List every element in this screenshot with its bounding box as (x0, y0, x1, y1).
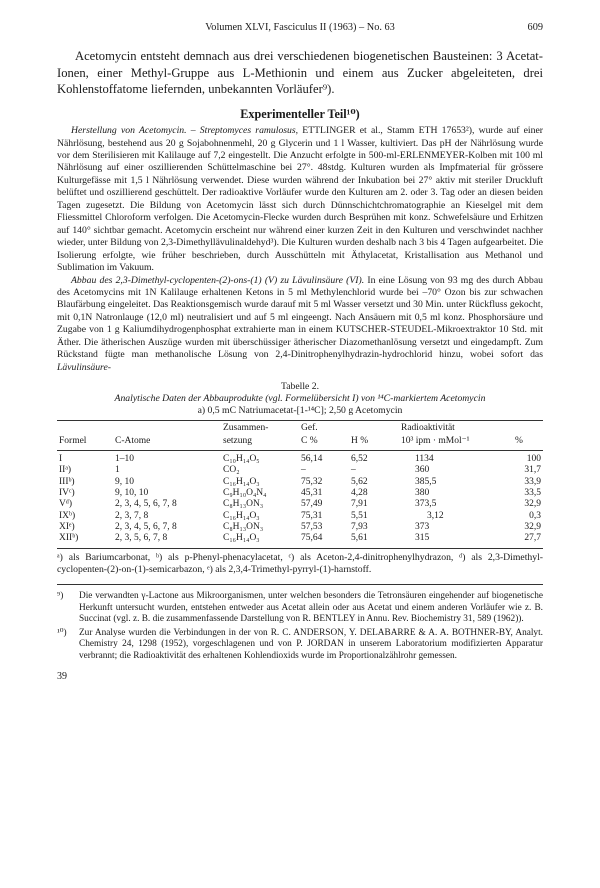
running-head (57, 22, 543, 38)
cell-gef-h: 6,52 (351, 454, 368, 465)
paragraph-herstellung (57, 125, 543, 274)
cell-zusammensetzung: C₁₀H₁₄O₅ (223, 454, 260, 465)
col-zusammen-2: setzung (221, 435, 299, 451)
cell-gef-c: 57,49 (301, 499, 323, 510)
intro-paragraph: Acetomycin entsteht demnach aus drei verschiedenen biogenetischen Bausteinen: 3 Acetat-Ionen, einer Methyl-Gruppe aus L-Methionin und einem aus Zucker abgeleiteten, drei Kohlenstoffatome liefernden, unbekannten Vorläufer⁹). (57, 49, 543, 97)
col-c-atome: C-Atome (113, 435, 221, 451)
cell-c-atome: 2, 3, 7, 8 (115, 510, 149, 521)
cell-prozent: 32,9 (524, 499, 541, 510)
cell-gef-h: – (351, 465, 356, 476)
footnote-rule (57, 584, 543, 585)
footnote (57, 628, 543, 663)
col-gef-h: H % (349, 435, 399, 451)
cell-gef-c: 75,31 (301, 510, 323, 521)
cell-zusammensetzung: C₉H₁₀O₄N₄ (223, 488, 267, 499)
col-pct: % (513, 435, 543, 451)
cell-prozent: 31,7 (524, 465, 541, 476)
cell-c-atome: 2, 3, 5, 6, 7, 8 (113, 533, 221, 548)
paragraph-abbau-text: In eine Lösung von 93 mg des durch Abbau des Acetomycins mit 1N Kalilauge erhaltenen Ketons in 5 ml Methylenchlorid wurde bei –70° Ozon bis zur schwachen Blaufärbung eingeleitet. Das Reaktionsgemisch wurde darauf mit 5 ml Wasser versetzt und 30 Min. unter Rückfluss gekocht, mit 0,1N Natronlauge (12,0 ml) neutralisiert und auf 5 ml eingeengt. Nach Ansäuern mit 0,5 ml konz. Phosphorsäure und Zugabe von 1 g Kaliumdihydrogenphosphat extrahierte man in einem KUTSCHER-STEUDEL-Mikroextraktor 10 Std. mit Äther. Die ätherischen Auszüge wurden mit überschüssiger ätherischer Diazomethanlösung versetzt und eingedampft. Zum Rückstand fügte man methanolische Lösung von 2,4-Dinitrophenylhydrazin-hydrochlorid hinzu, wobei sofort das (57, 274, 543, 361)
footnotes (57, 591, 543, 663)
table-number: Tabelle 2. (280, 381, 320, 393)
cell-c-atome: 9, 10, 10 (115, 488, 149, 499)
table-row (57, 511, 543, 522)
cell-prozent: 27,7 (513, 533, 543, 548)
cell-zusammensetzung: C₈H₁₃ON₃ (223, 521, 264, 532)
cell-gef-c: 45,31 (301, 488, 323, 499)
col-gef-1: Gef. (299, 421, 349, 436)
footnote-text: Zur Analyse wurden die Verbindungen in der von R. C. ANDERSON, Y. DELABARRE & A. A. BOTHNER-BY, Analyt. Chemistry 24, 1298 (1952), vorgeschlagenen und von P. JORDAN in unserem Laboratorium modifizierten Apparatur verbrannt; die Radioaktivität des erhaltenen Kohlendioxids wurde im Proportionalzählrohr gemessen. (79, 627, 543, 661)
cell-c-atome: 1 (115, 465, 120, 476)
table-title: Analytische Daten der Abbauprodukte (vgl. Formelübersicht I) von ¹⁴C-markiertem Acetomycin (114, 393, 486, 405)
cell-prozent: 33,5 (524, 488, 541, 499)
section-title: Experimenteller Teil¹⁰) (240, 107, 360, 122)
cell-gef-c: – (301, 465, 306, 476)
cell-c-atome: 9, 10 (115, 476, 134, 487)
cell-radioaktivitaet: 315 (399, 533, 513, 548)
table-row (57, 477, 543, 488)
col-gef-c: C % (299, 435, 349, 451)
cell-zusammensetzung: C₈H₁₃ON₃ (223, 499, 264, 510)
cell-gef-h: 5,62 (351, 476, 368, 487)
paragraph-herstellung-lead: Herstellung von Acetomycin. – Streptomyces ramulosus, (71, 125, 299, 137)
footnote-mark: ⁹) (57, 590, 64, 601)
cell-c-atome: 2, 3, 4, 5, 6, 7, 8 (115, 521, 177, 532)
paragraph-abbau-lead: Abbau des 2,3-Dimethyl-cyclopenten-(2)-ons-(1) (V) zu Lävulinsäure (VI). (71, 274, 365, 286)
cell-prozent: 0,3 (529, 510, 541, 521)
table-body (57, 451, 543, 548)
footnote-mark: ¹⁰) (57, 627, 67, 638)
paragraph-herstellung-text: ETTLINGER et al., Stamm ETH 17653²), wurde auf einer Nährlösung, bestehend aus 20 g Sojabohnenmehl, 20 g Glycerin und 1 l Wasser, kultiviert. Das pH der Nährlösung wurde vor dem Sterilisieren mit Kalilauge auf 7,2 eingestellt. Die Anzucht erfolgte in 500-ml-ERLENMEYER-Kolben mit 100 ml Nährlösung auf einer oszillierenden Schüttelmaschine bei 27°. 48stdg. Kulturen wurden als Impfmaterial für grössere Kulturgefässe mit 1,5 l Nährlösung verwendet. Diese wurden während der Inkubation bei 27° aktiv mit steriler Druckluft belüftet und oszillierend geschüttelt. Der radioaktive Vorläufer wurde den Kulturen am 2. oder 3. Tag oder an diesen beiden Tagen zugesetzt. Die Bildung von Acetomycin lässt sich durch Dünnschichtchromatographie an Kieselgel mit dem Fliessmittel Chloroform verfolgen. Die Acetomycin-Flecke wurden durch Besprühen mit konz. Schwefelsäure und Erhitzen auf 140° sichtbar gemacht. Acetomycin erscheint nur während einer kurzen Zeit in den Kulturen und verschwindet nachher wieder, unter Bildung von 2,3-Dimethyllävulinaldehyd³). Die Kulturen wurden deshalb nach 3 bis 4 Tagen aufgearbeitet. Die Isolierung erfolgte, wie früher beschrieben, durch Ausschütteln mit Äthylacetat, Kristallisation aus Methanol und Sublimation im Vakuum. (57, 125, 543, 274)
table-caption (57, 381, 543, 417)
cell-gef-h: 5,51 (351, 510, 368, 521)
table-row (57, 451, 543, 466)
cell-radioaktivitaet: 360 (415, 465, 430, 476)
cell-gef-h: 4,28 (351, 488, 368, 499)
cell-gef-c: 75,64 (299, 533, 349, 548)
cell-zusammensetzung: C₁₆H₁₄O₃ (223, 476, 260, 487)
table-row (57, 465, 543, 476)
cell-gef-h: 7,91 (351, 499, 368, 510)
footnote (57, 591, 543, 626)
cell-gef-c: 57,53 (301, 521, 323, 532)
cell-prozent: 32,9 (524, 521, 541, 532)
cell-gef-c: 56,14 (301, 454, 323, 465)
col-zusammen-1: Zusammen- (221, 421, 299, 436)
cell-radioaktivitaet: 1134 (415, 454, 434, 465)
cell-formel: IIᵃ) (59, 465, 72, 476)
cell-prozent: 100 (526, 454, 541, 465)
cell-radioaktivitaet: 385,5 (415, 476, 437, 487)
table-row (57, 499, 543, 510)
cell-gef-h: 7,93 (351, 521, 368, 532)
cell-prozent: 33,9 (524, 476, 541, 487)
cell-c-atome: 2, 3, 4, 5, 6, 7, 8 (115, 499, 177, 510)
table-subcaption: a) 0,5 mC Natriumacetat-[1-¹⁴C]; 2,50 g Acetomycin (197, 405, 403, 417)
cell-formel: IIIᵇ) (59, 476, 75, 487)
cell-c-atome: 1–10 (115, 454, 134, 465)
cell-formel: Vᵈ) (59, 499, 72, 510)
cell-radioaktivitaet: 3,12 (427, 510, 444, 521)
table-row (57, 488, 543, 499)
cell-gef-c: 75,32 (301, 476, 323, 487)
cell-formel: IXᵇ) (59, 510, 76, 521)
cell-radioaktivitaet: 373 (415, 521, 430, 532)
page-number: 609 (527, 22, 543, 33)
cell-formel: XIIᵇ) (57, 533, 113, 548)
footnote-text: Die verwandten γ-Lactone aus Mikroorganismen, unter welchen besonders die Tetronsäuren eingehender auf biogenetische Herkunft untersucht wurden, entstehen entweder aus Acetat allein oder aus Acetat und einem anderen Vorläufer wie z. B. Succinat (vgl. z. B. die zusammenfassende Darstellung von R. BENTLEY in Annu. Rev. Biochemistry 31, 589 (1962)). (79, 590, 543, 625)
paragraph-abbau-tail: Lävulinsäure- (57, 361, 111, 373)
cell-formel: IVᶜ) (59, 488, 75, 499)
experimental-body (57, 125, 543, 374)
cell-formel: I (59, 454, 63, 465)
paragraph-abbau (57, 275, 543, 375)
table-row (57, 533, 543, 548)
cell-radioaktivitaet: 380 (415, 488, 430, 499)
journal-line: Volumen XLVI, Fasciculus II (1963) – No. 63 (205, 22, 395, 33)
table-row (57, 522, 543, 533)
cell-zusammensetzung: CO₂ (223, 465, 240, 476)
cell-gef-h: 5,61 (349, 533, 399, 548)
table-notes: ᵃ) als Bariumcarbonat, ᵇ) als p-Phenyl-phenacylacetat, ᶜ) als Aceton-2,4-dinitrophenylhydrazon, ᵈ) als 2,3-Dimethyl-cyclopenten-(2)-on-(1)-semicarbazon, ᵉ) als 2,3,4-Trimethyl-pyrryl-(1)-harnstoff. (57, 551, 543, 575)
col-radio-2: 10³ ipm · mMol⁻¹ (399, 435, 513, 451)
cell-formel: XIᵉ) (59, 521, 75, 532)
page (57, 22, 543, 682)
cell-radioaktivitaet: 373,5 (415, 499, 437, 510)
cell-zusammensetzung: C₁₆H₁₄O₃ (223, 510, 260, 521)
signature-mark: 39 (57, 670, 67, 682)
col-radio-1: Radioaktivität (399, 421, 543, 436)
cell-zusammensetzung: C₁₆H₁₄O₃ (221, 533, 299, 548)
analysis-table (57, 420, 543, 548)
col-formel: Formel (57, 435, 113, 451)
